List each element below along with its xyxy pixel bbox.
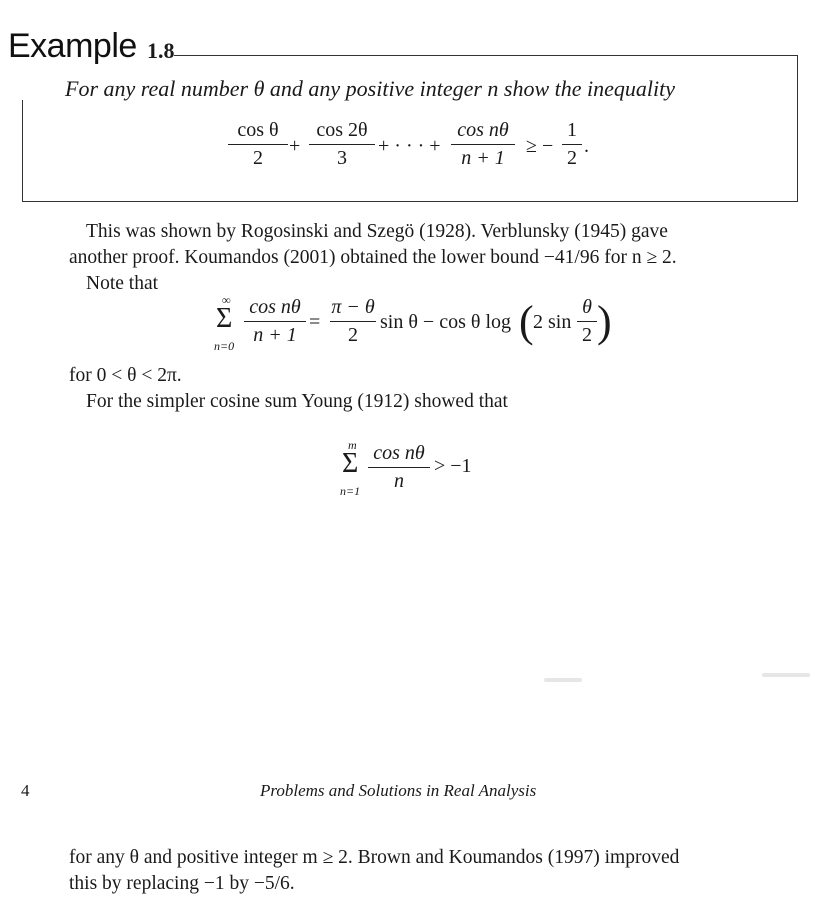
scan-smudge <box>544 678 582 682</box>
continuation-line-1: for any θ and positive integer m ≥ 2. Brown and Koumandos (1997) improved <box>69 847 680 868</box>
running-footer-title: Problems and Solutions in Real Analysis <box>260 781 537 800</box>
fraction-cos-2theta-over-3 <box>309 118 375 170</box>
geq-minus: ≥ − <box>526 135 554 157</box>
sin-cos-log-expression: sin θ − cos θ log <box>380 311 511 333</box>
denominator: 2 <box>348 324 358 346</box>
sigma-symbol: Σ <box>216 303 233 334</box>
problem-statement: For any real number θ and any positive integer n show the inequality <box>65 76 676 101</box>
body-line-1: This was shown by Rogosinski and Szegö (1928). Verblunsky (1945) gave <box>86 221 668 242</box>
fraction-cos-theta-over-2 <box>228 118 288 170</box>
sum-upper-limit: m <box>348 438 357 452</box>
sum-upper-limit: ∞ <box>222 293 231 307</box>
ellipsis-terms: + · · · + <box>378 135 441 157</box>
denominator: n <box>394 470 404 492</box>
right-parenthesis: ) <box>597 297 612 346</box>
equals-sign: = <box>309 311 321 333</box>
denominator: 2 <box>567 147 577 169</box>
period: . <box>584 135 589 157</box>
example-number: 1.8 <box>147 38 175 63</box>
box-border-bottom <box>22 201 798 202</box>
fraction-cos-ntheta-over-n-plus-1 <box>451 118 515 170</box>
sigma-symbol: Σ <box>342 448 359 479</box>
fraction-cos-ntheta-over-n <box>368 441 430 493</box>
sum-lower-limit: n=0 <box>214 339 235 353</box>
fraction-bar <box>309 144 375 145</box>
fraction-theta-over-2 <box>577 295 597 347</box>
fraction-bar <box>368 467 430 468</box>
numerator: cos 2θ <box>316 119 368 141</box>
numerator: cos nθ <box>457 119 509 141</box>
numerator: θ <box>582 296 592 318</box>
greater-than-minus-one: > −1 <box>434 455 472 477</box>
denominator: n + 1 <box>461 147 505 169</box>
fraction-one-half <box>562 118 582 170</box>
numerator: cos nθ <box>373 442 425 464</box>
example-label: Example <box>8 27 137 65</box>
fraction-pi-minus-theta-over-2 <box>330 295 376 347</box>
fraction-bar <box>228 144 288 145</box>
fraction-bar <box>562 144 582 145</box>
denominator: 2 <box>253 147 263 169</box>
denominator: n + 1 <box>253 324 297 346</box>
box-border-right <box>797 55 798 201</box>
young-sentence: For the simpler cosine sum Young (1912) showed that <box>86 391 508 412</box>
fraction-bar <box>577 321 597 322</box>
theta-range: for 0 < θ < 2π. <box>69 365 182 386</box>
fraction-bar <box>330 321 376 322</box>
denominator: 3 <box>337 147 347 169</box>
box-border-left <box>22 100 23 201</box>
fraction-bar <box>451 144 515 145</box>
sum-lower-limit: n=1 <box>340 484 361 498</box>
continuation-line-2: this by replacing −1 by −5/6. <box>69 873 295 894</box>
numerator: cos θ <box>237 119 279 141</box>
numerator: 1 <box>567 119 577 141</box>
body-line-3: Note that <box>86 273 159 294</box>
denominator: 2 <box>582 324 592 346</box>
numerator: π − θ <box>331 296 375 318</box>
box-border-top <box>174 55 798 56</box>
plus-sign: + <box>289 135 301 157</box>
numerator: cos nθ <box>249 296 301 318</box>
two-sin: 2 sin <box>533 311 572 333</box>
page-number: 4 <box>21 781 30 800</box>
scan-smudge <box>762 673 810 677</box>
body-line-2: another proof. Koumandos (2001) obtained the lower bound −41/96 for n ≥ 2. <box>69 247 677 268</box>
fraction-bar <box>244 321 306 322</box>
left-parenthesis: ( <box>519 297 534 346</box>
fraction-cos-ntheta-over-n-plus-1 <box>244 295 306 347</box>
